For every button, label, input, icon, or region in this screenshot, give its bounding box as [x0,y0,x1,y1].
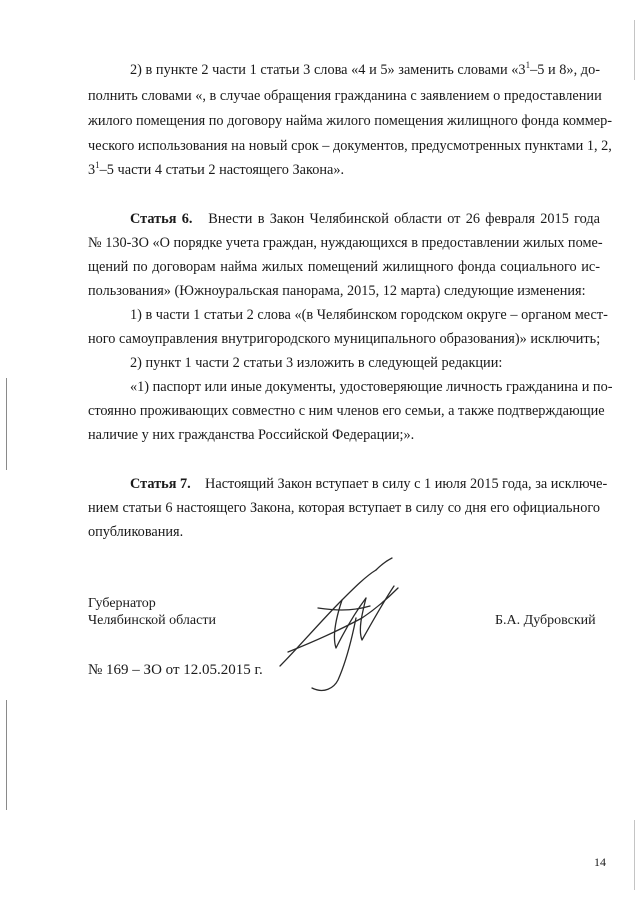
article-6-item-1-line-1: 1) в части 1 статьи 2 слова «(в Челябинском городском округе – органом мест- [130,307,608,323]
article-7-line-1: Статья 7. Настоящий Закон вступает в силу с 1 июля 2015 года, за исключе- [130,476,608,492]
handwritten-signature [258,548,418,698]
article-6-line-3: щений по договорам найма жилых помещений жилищного фонда социального ис- [88,259,600,275]
article-6-line-2: № 130-ЗО «О порядке учета граждан, нуждающихся в предоставлении жилых поме- [88,235,603,251]
amendment-line-5: $3^1-5$ части 4 статьи 2 настоящего Закона». [88,160,345,178]
article-7-heading: Статья 7. [130,476,191,492]
article-6-line-4: пользования» (Южноуральская панорама, 2015, 12 марта) следующие изменения: [88,283,586,299]
article-6-quote-line-3: наличие у них гражданства Российской Федерации;». [88,427,415,443]
amendment-line-3: жилого помещения по договору найма жилого помещения жилищного фонда коммер- [88,113,613,129]
governor-title-line-2: Челябинской области [88,613,216,628]
amendment-line-2: полнить словами «, в случае обращения гражданина с заявлением о предоставлении [88,88,602,104]
scan-edge-mark [6,378,7,470]
governor-title-line-1: Губернатор [88,596,156,611]
article-6-quote-line-1: «1) паспорт или иные документы, удостоверяющие личность гражданина и по- [130,379,613,395]
page-number: 14 [594,855,606,869]
article-6-item-2: 2) пункт 1 части 2 статьи 3 изложить в следующей редакции: [130,355,503,371]
law-number: № 169 – ЗО от 12.05.2015 г. [88,662,263,678]
amendment-line-4: ческого использования на новый срок – документов, предусмотренных пунктами 1, 2, [88,138,612,154]
article-6-heading: Статья 6. [130,211,193,227]
article-6-quote-line-2: стоянно проживающих совместно с ним членов его семьи, а также подтверждающие [88,403,605,419]
scan-edge-mark [6,700,7,810]
governor-name: Б.А. Дубровский [495,613,596,628]
scan-edge-mark [634,820,635,890]
article-6-line-1: Статья 6. Внести в Закон Челябинской области от 26 февраля 2015 года [130,211,600,227]
article-7-line-2: нием статьи 6 настоящего Закона, которая вступает в силу со дня его официального [88,500,600,516]
scan-edge-mark [634,20,635,80]
article-6-item-1-line-2: ного самоуправления внутригородского муниципального образования)» исключить; [88,331,601,347]
article-7-line-3: опубликования. [88,524,184,540]
amendment-line-1: 2) в пункте 2 части 1 статьи 3 слова «4 и 5» заменить словами «$3^1-5$ и 8», до- [130,60,600,78]
